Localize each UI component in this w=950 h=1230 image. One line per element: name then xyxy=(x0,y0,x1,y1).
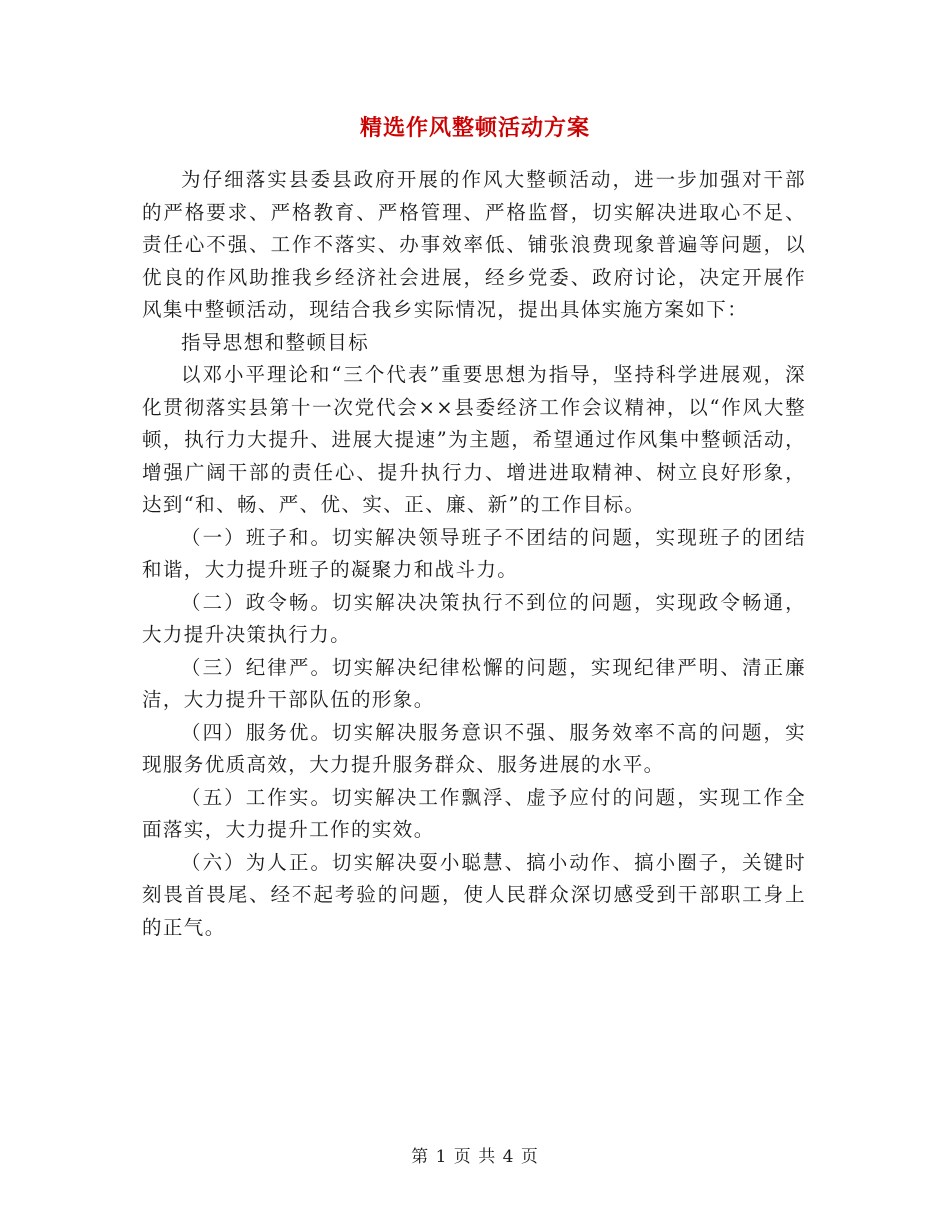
paragraph-item-1: （一）班子和。切实解决领导班子不团结的问题，实现班子的团结和谐，大力提升班子的凝聚力和战斗力。 xyxy=(142,525,806,581)
paragraph-section-heading: 指导思想和整顿目标 xyxy=(181,330,370,354)
paragraph-intro: 为仔细落实县委县政府开展的作风大整顿活动，进一步加强对干部的严格要求、严格教育、严格管理、严格监督，切实解决进取心不足、责任心不强、工作不落实、办事效率低、铺张浪费现象普遍等问题，以优良的作风助推我乡经济社会进展，经乡党委、政府讨论，决定开展作风集中整顿活动，现结合我乡实际情况，提出具体实施方案如下： xyxy=(142,168,806,321)
paragraph-item-2: （二）政令畅。切实解决决策执行不到位的问题，实现政令畅通，大力提升决策执行力。 xyxy=(142,590,806,646)
document-title: 精选作风整顿活动方案 xyxy=(359,116,590,141)
paragraph-item-4: （四）服务优。切实解决服务意识不强、服务效率不高的问题，实现服务优质高效，大力提升服务群众、服务进展的水平。 xyxy=(142,720,806,776)
paragraph-item-3: （三）纪律严。切实解决纪律松懈的问题，实现纪律严明、清正廉洁，大力提升干部队伍的形象。 xyxy=(142,655,806,711)
page-number-footer: 第 1 页 共 4 页 xyxy=(411,1147,539,1167)
paragraph-item-6: （六）为人正。切实解决耍小聪慧、搞小动作、搞小圈子，关键时刻畏首畏尾、经不起考验的问题，使人民群众深切感受到干部职工身上的正气。 xyxy=(142,850,806,939)
paragraph-guiding-thought: 以邓小平理论和“三个代表”重要思想为指导，坚持科学进展观，深化贯彻落实县第十一次党代会××县委经济工作会议精神，以“作风大整顿，执行力大提升、进展大提速”为主题，希望通过作风集中整顿活动，增强广阔干部的责任心、提升执行力、增进进取精神、树立良好形象，达到“和、畅、严、优、实、正、廉、新”的工作目标。 xyxy=(142,363,806,516)
paragraph-item-5: （五）工作实。切实解决工作飘浮、虚予应付的问题，实现工作全面落实，大力提升工作的实效。 xyxy=(142,785,806,841)
document-body xyxy=(142,164,806,944)
